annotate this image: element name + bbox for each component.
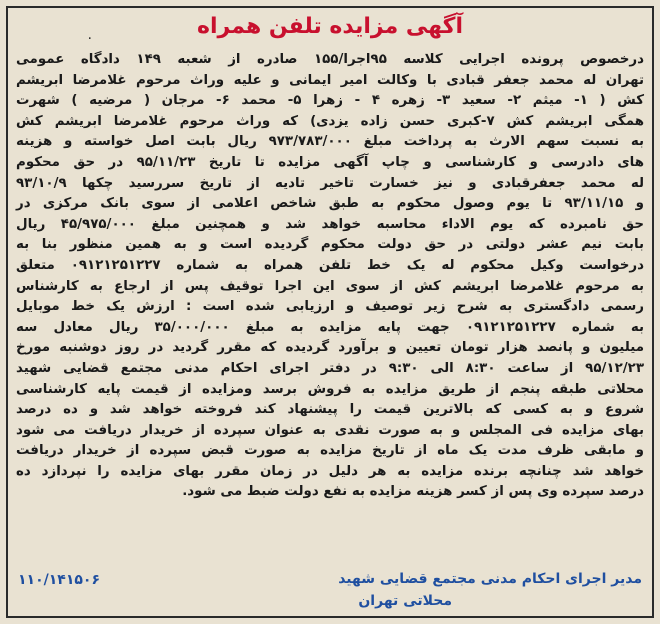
body-line: رسمی دادگستری به شرح زیر توصیف و ارزیابی شده است : ارزش یک خط موبایل [16, 299, 644, 315]
signature-line-2: محلاتی تهران [358, 593, 452, 609]
body-line: همگی ابریشم کش ۷-کبری حسن زاده یزدی) که وراث مرحوم غلامرضا ابریشم کش [16, 113, 644, 129]
body-line: بابت نیم عشر دولتی در حق دولت محکوم گردیده است و به همین منظور بنا به [16, 237, 644, 253]
body-line: به مرحوم غلامرضا ابریشم کش از سوی این اجرا توقیف پس از ارجاع به کارشناس [16, 278, 644, 294]
body-line: شروع و به کسی که بالاترین قیمت را پیشنهاد کند فروخته خواهد شد و ده درصد [16, 402, 644, 418]
signature-block [242, 568, 642, 612]
body-line: درخواست وکیل محکوم له یک خط تلفن همراه به شماره ۰۹۱۲۱۲۵۱۲۲۷ متعلق [16, 257, 644, 273]
body-line: تهران له محمد جعفر قبادی با وکالت امیر ایمانی و علیه وراث مرحوم غلامرضا ابریشم [16, 72, 644, 88]
signature-line-1: مدیر اجرای احکام مدنی مجتمع قضایی شهید [338, 571, 642, 587]
reference-number: ۱۱۰/۱۴۱۵۰۶ [18, 572, 101, 588]
body-line: میلیون و پانصد هزار تومان تعیین و برآورد گردیده که مقرر گردید در روز دوشنبه مورخ [16, 340, 644, 356]
body-line: و مابقی ظرف مدت یک ماه از تاریخ مزایده به صورت قبض سپرده از خریدار دریافت [16, 443, 644, 459]
notice-body [16, 50, 644, 503]
body-line: محلاتی طبقه پنجم از طریق مزایده به فروش برسد ومزایده از قیمت پایه کارشناسی [16, 381, 644, 397]
body-line: درخصوص پرونده اجرایی کلاسه ۹۵اجرا/۱۵۵ صادره از شعبه ۱۴۹ دادگاه عمومی [16, 52, 644, 67]
body-line: بهای مزایده فی المجلس و به صورت نقدی به عنوان سپرده از خریدار دریافت می شود [16, 422, 644, 438]
body-line: های دادرسی و کارشناسی و چاپ آگهی مزایده تا تاریخ ۹۵/۱۱/۲۳ در حق محکوم [16, 154, 644, 170]
body-line: به نسبت سهم الارث به پرداخت مبلغ ۹۷۳/۷۸۳/۰۰۰ ریال بابت اصل خواسته و هزینه [16, 134, 644, 150]
notice-title: آگهی مزایده تلفن همراه [197, 14, 463, 39]
body-line-last: درصد سپرده وی پس از کسر هزینه مزایده به نفع دولت ضبط می شود. [182, 484, 644, 500]
body-line: له محمد جعفرقبادی و نیز خسارت تاخیر تادیه از تاریخ سررسید چکها ۹۳/۱۰/۹ [16, 175, 644, 191]
body-line: به شماره ۰۹۱۲۱۲۵۱۲۲۷ جهت پایه مزایده به مبلغ ۳۵/۰۰۰/۰۰۰ ریال معادل سه [16, 319, 644, 335]
body-line: خواهد شد چنانچه برنده مزایده به هر دلیل در زمان مقرر بهای مزایده را نپردازد ده [16, 463, 644, 479]
body-line: کش ( ۱- میثم ۲- سعید ۳- زهره ۴ - زهرا ۵- محمد ۶- مرجان ( مرضیه ) شهرت [16, 93, 644, 109]
body-line: ۹۵/۱۲/۲۳ از ساعت ۸:۳۰ الی ۹:۳۰ در دفتر اجرای احکام مدنی مجتمع قضایی شهید [16, 360, 644, 376]
body-line: حق نامبرده که یوم الاداء محاسبه خواهد شد و همچنین مبلغ ۴۵/۹۷۵/۰۰۰ ریال [16, 216, 644, 232]
corner-mark: ۰ [86, 30, 94, 46]
body-line: و ۹۳/۱۱/۱۵ تا یوم وصول محکوم به طبق شاخص اعلامی از سوی بانک مرکزی در [16, 196, 644, 212]
